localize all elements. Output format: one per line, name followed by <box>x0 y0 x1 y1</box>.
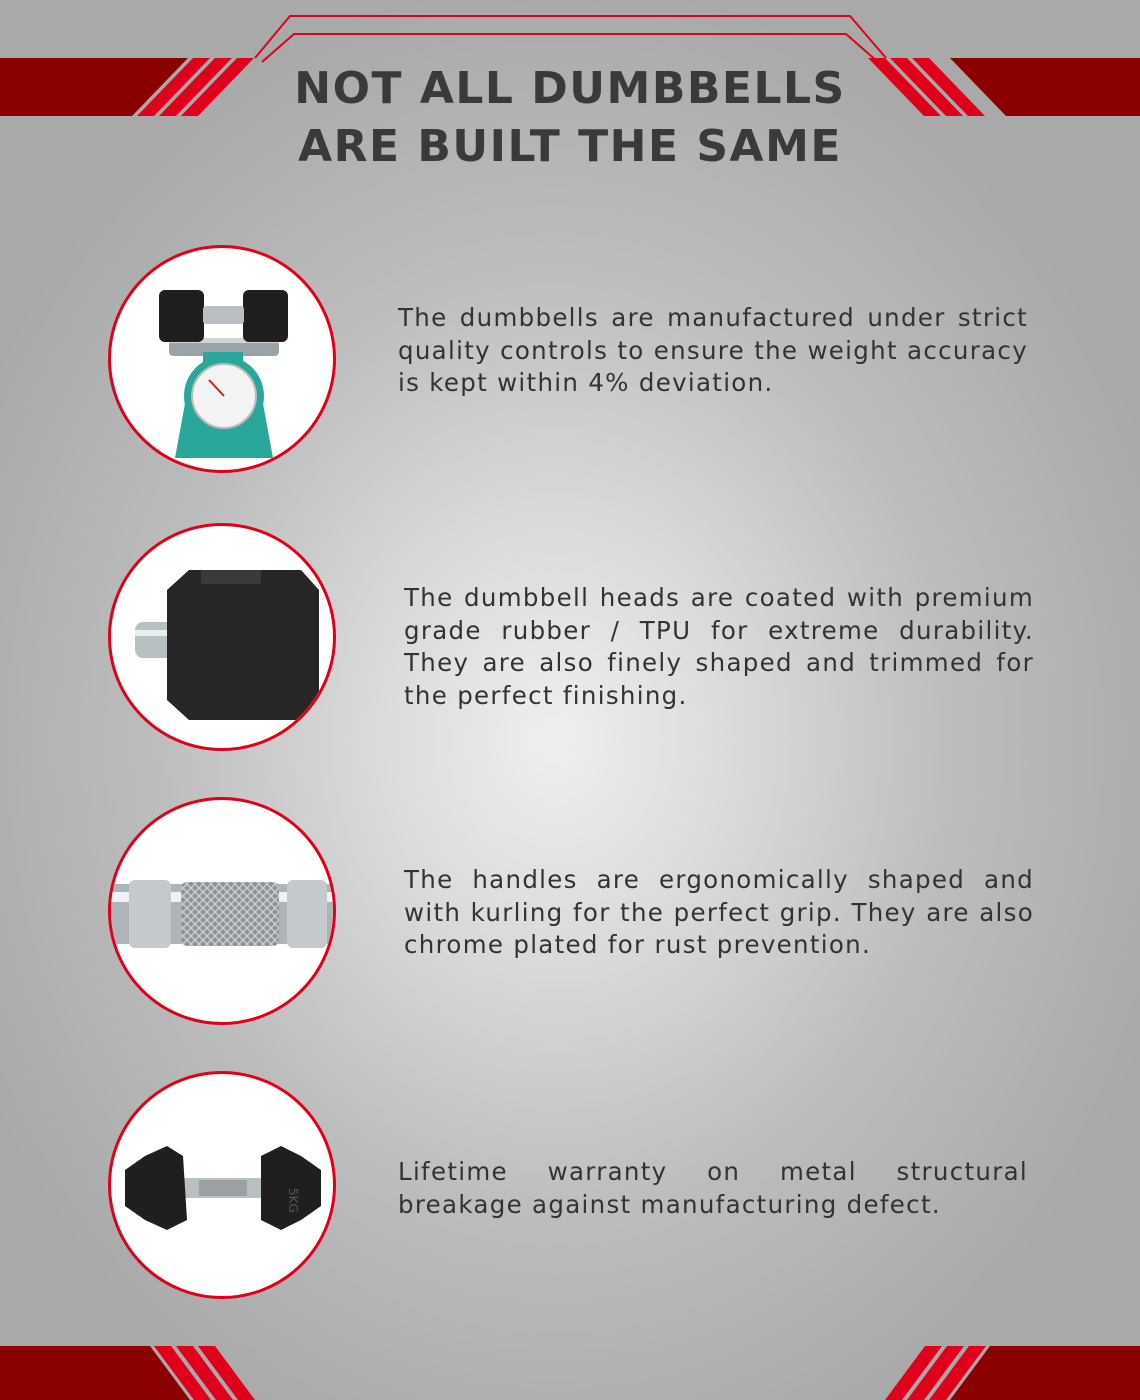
feature-text-1: The dumbbells are manufactured under strict quality controls to ensure the weight accuracy is kept within 4% deviation. <box>398 303 1028 397</box>
feature-image-scale <box>108 245 336 473</box>
feature-text-4: Lifetime warranty on metal structural breakage against manufacturing defect. <box>398 1157 1028 1219</box>
dumbbell-head-illustration <box>111 526 333 748</box>
feature-image-dumbbell <box>108 1071 336 1299</box>
feature-text-2: The dumbbell heads are coated with premium grade rubber / TPU for extreme durability. They are also finely shaped and trimmed for the perfect finishing. <box>404 583 1034 710</box>
title-line-2: ARE BUILT THE SAME <box>298 121 842 172</box>
feature-text-3: The handles are ergonomically shaped and with kurling for the perfect grip. They are also chrome plated for rust prevention. <box>404 865 1034 959</box>
feature-image-handle <box>108 797 336 1025</box>
dumbbell-on-scale-illustration <box>111 248 333 470</box>
dumbbell-weight-label: 5KG <box>286 1188 300 1213</box>
page-title <box>0 60 1140 176</box>
title-line-1: NOT ALL DUMBBELLS <box>294 63 846 114</box>
knurled-handle-illustration <box>111 800 333 1022</box>
feature-image-head <box>108 523 336 751</box>
hex-dumbbell-illustration <box>111 1074 333 1296</box>
